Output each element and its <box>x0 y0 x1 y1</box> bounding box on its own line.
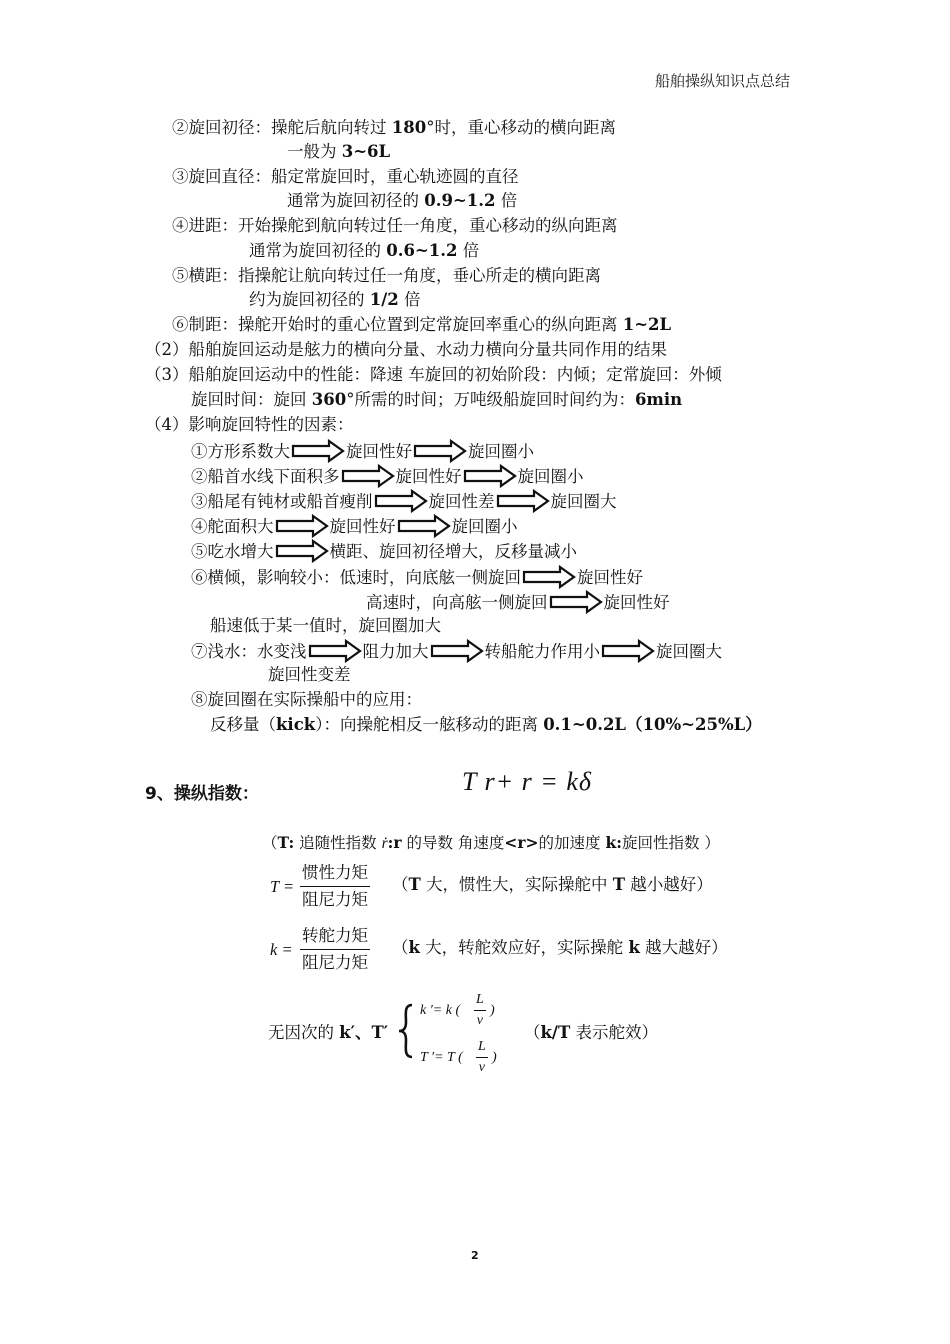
factor-6-high-speed: 高速时，向高舷一侧旋回 旋回性好 <box>366 590 670 614</box>
T-prime-close: ) <box>492 1050 497 1065</box>
right-arrow-icon <box>601 639 655 663</box>
factor-7-note: 旋回性变差 <box>268 665 351 684</box>
def-tactical-diameter-range: 一般为 3~6L <box>287 142 391 161</box>
right-arrow-icon <box>463 464 517 488</box>
right-arrow-icon <box>308 639 362 663</box>
factor-3: ③船尾有钝材或船首瘦削 旋回性差 旋回圈大 <box>191 489 617 513</box>
def-advance-range: 通常为旋回初径的 0.6~1.2 倍 <box>249 241 480 260</box>
factor-5: ⑤吃水增大 横距、旋回初径增大，反移量减小 <box>191 539 577 563</box>
left-brace-icon <box>396 1002 416 1060</box>
right-arrow-icon <box>291 439 345 463</box>
k-prime-lhs: k ′= k ( <box>420 1003 461 1018</box>
right-arrow-icon <box>397 514 451 538</box>
def-advance: ④进距：开始操舵到航向转过任一角度，重心移动的纵向距离 <box>172 216 618 235</box>
right-arrow-icon <box>522 565 576 589</box>
right-arrow-icon <box>374 489 428 513</box>
point-3: （3）船舶旋回运动中的性能：降速 车旋回的初始阶段：内倾；定常旋回：外倾 <box>145 365 722 384</box>
T-prime-lhs: T ′= T ( <box>420 1050 463 1065</box>
T-prime-fraction: $\frac{L}{v}$ <box>478 1039 486 1075</box>
factor-6: ⑥横倾，影响较小：低速时，向底舷一侧旋回 旋回性好 <box>191 565 643 589</box>
def-turning-diameter: ③旋回直径：船定常旋回时，重心轨迹圆的直径 <box>172 167 519 186</box>
T-fraction: 惯性力矩 阻尼力矩 <box>302 863 368 909</box>
def-transfer: ⑤横距：指操舵让航向转过任一角度，垂心所走的横向距离 <box>172 266 601 285</box>
T-lhs: T = <box>270 877 295 896</box>
def-reach: ⑥制距：操舵开始时的重心位置到定常旋回率重心的纵向距离 1~2L <box>172 315 672 334</box>
right-arrow-icon <box>496 489 550 513</box>
k-fraction: 转舵力矩 阻尼力矩 <box>302 926 368 972</box>
factor-6-note: 船速低于某一值时，旋回圈加大 <box>210 616 441 635</box>
dimensionless-label: 无因次的 k′、T′ <box>268 1023 389 1042</box>
running-header: 船舶操纵知识点总结 <box>655 72 791 90</box>
right-arrow-icon <box>413 439 467 463</box>
def-tactical-diameter: ②旋回初径：操舵后航向转过 180°时，重心移动的横向距离 <box>172 118 616 137</box>
point-2: （2）船舶旋回运动是舷力的横向分量、水动力横向分量共同作用的结果 <box>145 340 667 359</box>
factor-1: ①方形系数大 旋回性好 旋回圈小 <box>191 439 534 463</box>
ratio-note: （k/T 表示舵效） <box>524 1023 658 1042</box>
section-9-title: 9、操纵指数： <box>145 784 259 804</box>
factor-8-kick: 反移量（kick）：向操舵相反一舷移动的距离 0.1~0.2L（10%~25%L） <box>210 715 762 734</box>
k-prime-fraction: $\frac{L}{v}$ <box>476 992 484 1028</box>
index-legend: （T: 追随性指数 ṙ:r 的导数 角速度<r>的加速度 k:旋回性指数 ） <box>262 833 720 852</box>
right-arrow-icon <box>549 590 603 614</box>
def-turning-diameter-range: 通常为旋回初径的 0.9~1.2 倍 <box>287 191 518 210</box>
k-prime-close: ) <box>490 1003 495 1018</box>
nomoto-equation: T r+ r = kδ <box>462 767 592 796</box>
def-transfer-range: 约为旋回初径的 1/2 倍 <box>249 290 421 309</box>
factor-7: ⑦浅水：水变浅 阻力加大 转船舵力作用小 旋回圈大 <box>191 639 722 663</box>
point-4: （4）影响旋回特性的因素： <box>145 415 354 434</box>
right-arrow-icon <box>275 539 329 563</box>
page-number: 2 <box>471 1249 479 1262</box>
right-arrow-icon <box>430 639 484 663</box>
k-note: （k 大，转舵效应好，实际操舵 k 越大越好） <box>392 938 728 957</box>
k-lhs: k = <box>270 940 293 959</box>
factor-2: ②船首水线下面积多 旋回性好 旋回圈小 <box>191 464 584 488</box>
T-note: （T 大，惯性大，实际操舵中 T 越小越好） <box>392 875 713 894</box>
point-3-turning-time: 旋回时间：旋回 360°所需的时间；万吨级船旋回时间约为：6min <box>191 390 683 409</box>
right-arrow-icon <box>275 514 329 538</box>
right-arrow-icon <box>341 464 395 488</box>
factor-8: ⑧旋回圈在实际操船中的应用： <box>191 690 422 709</box>
factor-4: ④舵面积大 旋回性好 旋回圈小 <box>191 514 518 538</box>
